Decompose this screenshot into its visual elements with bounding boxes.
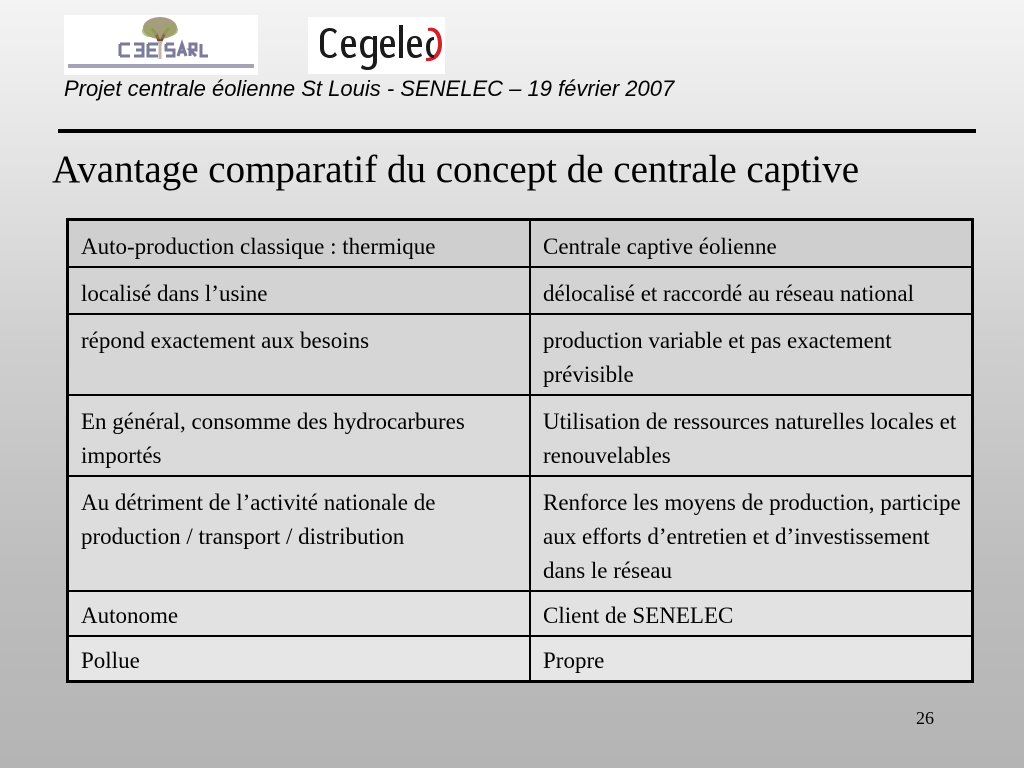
c3e-sarl-logo-graphic — [64, 15, 258, 75]
table-row — [68, 636, 973, 682]
table-cell: délocalisé et raccordé au réseau national — [530, 267, 973, 314]
table-cell: Autonome — [68, 591, 531, 636]
cegelec-logo — [308, 17, 445, 74]
table-cell: Renforce les moyens de production, participe aux efforts d’entretien et d’investissement dans le réseau — [530, 476, 973, 591]
table-row — [68, 314, 973, 395]
table-cell: localisé dans l’usine — [68, 267, 531, 314]
table-row — [68, 267, 973, 314]
table-row — [68, 395, 973, 476]
table-cell: Utilisation de ressources naturelles locales et renouvelables — [530, 395, 973, 476]
table-row — [68, 476, 973, 591]
table-cell: Au détriment de l’activité nationale de production / transport / distribution — [68, 476, 531, 591]
table-cell: répond exactement aux besoins — [68, 314, 531, 395]
table-cell: Client de SENELEC — [530, 591, 973, 636]
table-cell: production variable et pas exactement prévisible — [530, 314, 973, 395]
cegelec-logo-graphic — [308, 17, 445, 74]
table-cell: Propre — [530, 636, 973, 682]
c3e-sarl-logo — [64, 15, 258, 75]
comparison-table — [66, 218, 974, 683]
page-number: 26 — [916, 708, 934, 728]
slide-title: Avantage comparatif du concept de centrale captive — [52, 148, 860, 191]
table-cell: Pollue — [68, 636, 531, 682]
table-cell: Auto-production classique : thermique — [68, 220, 531, 268]
table-row — [68, 591, 973, 636]
table-cell: En général, consomme des hydrocarbures importés — [68, 395, 531, 476]
header-subtitle: Projet centrale éolienne St Louis - SENELEC – 19 février 2007 — [64, 76, 675, 101]
table-cell: Centrale captive éolienne — [530, 220, 973, 268]
header-divider — [58, 129, 976, 133]
table-row — [68, 220, 973, 268]
